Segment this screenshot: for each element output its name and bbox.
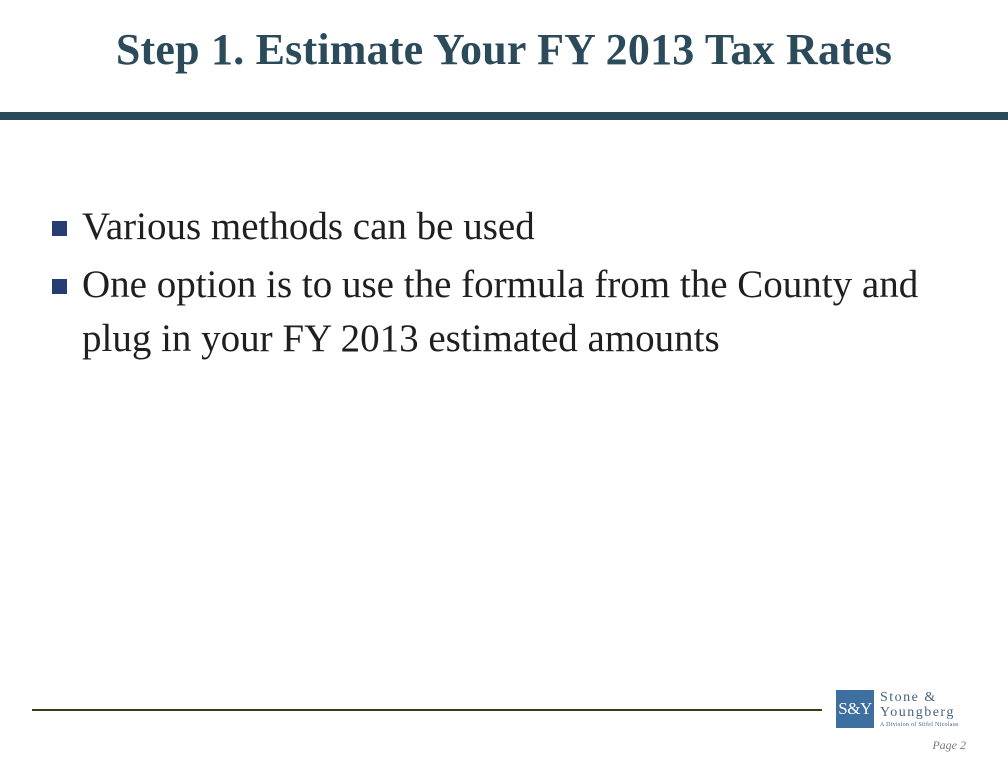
company-logo [836,690,976,734]
logo-name-line2: Youngberg [880,705,955,720]
bullet-item [48,200,988,254]
logo-monogram: S&Y [838,699,872,718]
bullet-text: Various methods can be used [82,205,535,248]
bullet-text: One option is to use the formula from the County and plug in your FY 2013 estimated amounts [82,263,919,360]
footer-divider [32,709,822,711]
bullet-square-icon [52,279,67,294]
title-divider [0,112,1008,120]
bullet-square-icon [52,221,67,236]
bullet-item [48,258,988,366]
logo-subtitle: A Division of Stifel Nicolaus [880,722,959,728]
slide-title: Step 1. Estimate Your FY 2013 Tax Rates [115,25,893,74]
bullet-list [48,200,988,370]
page-number: Page 2 [932,738,966,752]
logo-name-line1: Stone & [880,690,937,705]
logo-monogram-box [836,690,874,728]
